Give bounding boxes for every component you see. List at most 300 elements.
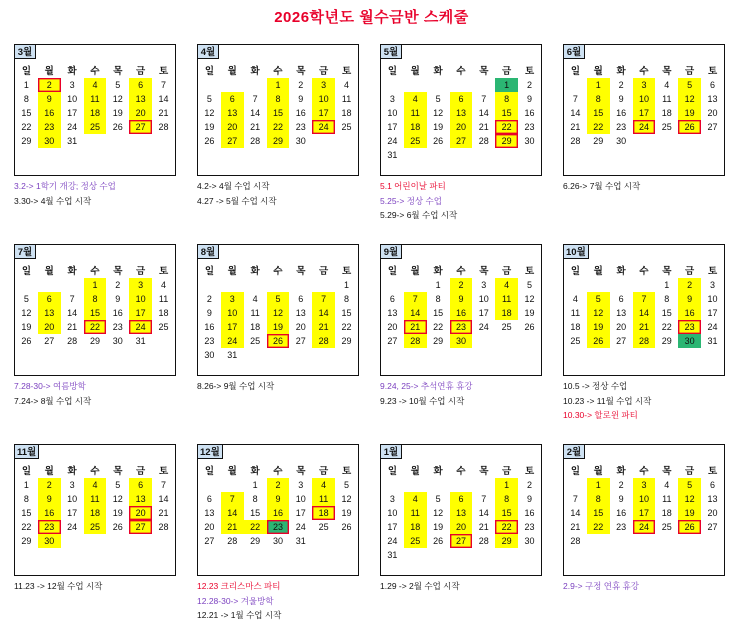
day-cell: 1 [252, 480, 258, 490]
weekday-header: 월 [410, 266, 420, 277]
day-cell: 8 [495, 92, 518, 106]
note-line: 12.28-30-> 겨울방학 [197, 595, 274, 606]
day-cell: 8 [587, 92, 610, 106]
day-cell: 29 [593, 136, 604, 146]
weekday-header: 화 [67, 466, 77, 477]
day-cell: 13 [387, 308, 398, 318]
day-cell: 20 [295, 322, 306, 332]
day-cell: 10 [312, 92, 335, 106]
day-cell: 25 [84, 520, 107, 534]
week-row [381, 492, 541, 506]
empty-cell [312, 534, 335, 548]
day-cell: 9 [115, 294, 121, 304]
day-cell: 8 [252, 494, 258, 504]
day-cell: 29 [21, 136, 32, 146]
day-cell: 6 [129, 478, 152, 492]
week-row [15, 306, 175, 320]
day-cell: 18 [250, 322, 261, 332]
note-line: 7.24-> 8월 수업 시작 [14, 395, 92, 406]
week-row [198, 320, 358, 334]
empty-cell [61, 534, 84, 548]
month-label: 5월 [380, 44, 402, 59]
day-cell: 22 [21, 522, 32, 532]
note-line: 4.27 -> 5월 수업 시작 [197, 195, 277, 206]
empty-cell [701, 534, 724, 548]
weekday-header: 목 [113, 66, 123, 77]
week-row [198, 334, 358, 348]
day-cell: 15 [84, 306, 107, 320]
month-notes [14, 180, 182, 209]
day-cell: 30 [38, 534, 61, 548]
month-cell [372, 38, 550, 238]
week-row [564, 334, 724, 348]
weekday-header: 토 [524, 266, 535, 277]
day-cell: 6 [710, 80, 716, 90]
day-cell: 26 [267, 334, 290, 348]
week-row [564, 92, 724, 106]
day-cell: 23 [678, 320, 701, 334]
day-cell: 14 [158, 494, 169, 504]
day-cell: 14 [250, 108, 261, 118]
day-cell: 18 [341, 108, 352, 118]
empty-cell [610, 278, 633, 292]
day-cell: 17 [633, 506, 656, 520]
day-cell: 26 [433, 136, 444, 146]
empty-cell [267, 278, 290, 292]
day-cell: 9 [678, 292, 701, 306]
week-row [15, 278, 175, 292]
weekday-header-row [564, 62, 724, 78]
empty-cell [198, 78, 221, 92]
empty-cell [152, 334, 175, 348]
empty-cell [655, 134, 678, 148]
month-table [381, 62, 541, 162]
day-cell: 4 [84, 478, 107, 492]
day-cell: 27 [129, 520, 152, 534]
day-cell: 28 [158, 522, 169, 532]
day-cell: 19 [587, 320, 610, 334]
day-cell: 24 [67, 522, 78, 532]
day-cell: 27 [707, 122, 718, 132]
month-table [198, 462, 358, 548]
day-cell: 5 [678, 478, 701, 492]
day-cell: 4 [404, 92, 427, 106]
empty-cell [267, 348, 290, 362]
day-cell: 16 [678, 306, 701, 320]
day-cell: 22 [84, 320, 107, 334]
day-cell: 24 [387, 536, 398, 546]
day-cell: 13 [38, 306, 61, 320]
month-table [381, 262, 541, 348]
week-row [15, 78, 175, 92]
weekday-header: 수 [273, 266, 283, 277]
day-cell: 11 [404, 106, 427, 120]
note-line: 12.23 크리스마스 파티 [197, 581, 281, 591]
day-cell: 1 [267, 78, 290, 92]
weekday-header-row [564, 462, 724, 478]
day-cell: 17 [295, 508, 306, 518]
day-cell: 19 [433, 522, 444, 532]
weekday-header: 화 [616, 466, 626, 477]
weekday-header: 토 [707, 66, 718, 77]
month-box [14, 444, 176, 576]
day-cell: 27 [295, 336, 306, 346]
day-cell: 5 [435, 94, 441, 104]
day-cell: 23 [204, 336, 215, 346]
weekday-header: 토 [341, 66, 352, 77]
day-cell: 17 [221, 320, 244, 334]
day-cell: 20 [387, 322, 398, 332]
day-cell: 11 [84, 492, 107, 506]
day-cell: 28 [404, 334, 427, 348]
weekday-header: 월 [593, 66, 603, 77]
day-cell: 17 [129, 306, 152, 320]
day-cell: 26 [21, 336, 32, 346]
month-table [198, 262, 358, 362]
note-line: 6.26-> 7월 수업 시작 [563, 181, 641, 191]
month-notes [563, 580, 731, 595]
week-row [198, 492, 358, 506]
empty-cell [610, 534, 633, 548]
empty-cell [221, 278, 244, 292]
day-cell: 24 [221, 334, 244, 348]
week-row [15, 492, 175, 506]
weekday-header: 월 [227, 266, 237, 277]
day-cell: 27 [44, 336, 55, 346]
day-cell: 4 [404, 492, 427, 506]
week-row [564, 78, 724, 92]
day-cell: 5 [115, 80, 121, 90]
month-box [380, 244, 542, 376]
week-row [564, 134, 724, 148]
day-cell: 19 [204, 122, 215, 132]
week-row [198, 278, 358, 292]
weekday-header: 일 [387, 466, 398, 477]
day-cell: 22 [244, 520, 267, 534]
day-cell: 4 [664, 480, 670, 490]
day-cell: 22 [587, 120, 610, 134]
weekday-header: 월 [44, 466, 54, 477]
day-cell: 28 [478, 136, 489, 146]
day-cell: 9 [298, 94, 304, 104]
week-row [564, 106, 724, 120]
day-cell: 17 [312, 106, 335, 120]
day-cell: 6 [450, 492, 473, 506]
weekday-header: 목 [662, 266, 672, 277]
week-row [198, 478, 358, 492]
empty-cell [289, 278, 312, 292]
day-cell: 1 [84, 278, 107, 292]
day-cell: 16 [524, 508, 535, 518]
empty-cell [381, 278, 404, 292]
day-cell: 20 [204, 522, 215, 532]
empty-cell [564, 78, 587, 92]
day-cell: 30 [204, 350, 215, 360]
day-cell: 19 [678, 506, 701, 520]
day-cell: 13 [295, 308, 306, 318]
note-line: 5.1 어린이날 파티 [380, 181, 446, 191]
week-row [381, 548, 541, 562]
weekday-header: 금 [685, 466, 695, 477]
day-cell: 9 [38, 492, 61, 506]
day-cell: 1 [344, 280, 350, 290]
day-cell: 20 [707, 108, 718, 118]
weekday-header-row [15, 462, 175, 478]
week-row [564, 120, 724, 134]
empty-cell [381, 78, 404, 92]
day-cell: 5 [23, 294, 29, 304]
month-notes [380, 380, 548, 409]
day-cell: 17 [387, 522, 398, 532]
day-cell: 28 [570, 536, 581, 546]
month-label: 8월 [197, 244, 219, 259]
empty-cell [335, 534, 358, 548]
week-row [564, 292, 724, 306]
note-line: 9.24, 25-> 추석연휴 휴강 [380, 381, 473, 391]
day-cell: 28 [478, 536, 489, 546]
day-cell: 2 [678, 278, 701, 292]
note-line: 4.2-> 4월 수업 시작 [197, 181, 270, 191]
empty-cell [404, 278, 427, 292]
day-cell: 11 [495, 292, 518, 306]
note-line: 9.23 -> 10월 수업 시작 [380, 395, 465, 406]
weekday-header: 수 [90, 266, 100, 277]
day-cell: 21 [633, 320, 656, 334]
week-row [564, 478, 724, 492]
day-cell: 4 [572, 294, 578, 304]
day-cell: 31 [295, 536, 306, 546]
day-cell: 8 [23, 94, 29, 104]
day-cell: 10 [221, 306, 244, 320]
weekday-header: 월 [593, 266, 603, 277]
day-cell: 22 [587, 520, 610, 534]
day-cell: 23 [616, 122, 627, 132]
day-cell: 13 [204, 508, 215, 518]
month-label: 7월 [14, 244, 36, 259]
day-cell: 18 [404, 120, 427, 134]
day-cell: 17 [67, 108, 78, 118]
month-label: 3월 [14, 44, 36, 59]
day-cell: 5 [206, 94, 212, 104]
day-cell: 23 [38, 120, 61, 134]
day-cell: 27 [616, 336, 627, 346]
day-cell: 28 [570, 136, 581, 146]
empty-cell [244, 348, 267, 362]
day-cell: 1 [664, 280, 670, 290]
week-row [381, 278, 541, 292]
day-cell: 19 [678, 106, 701, 120]
day-cell: 13 [129, 492, 152, 506]
week-row [15, 520, 175, 534]
day-cell: 1 [495, 478, 518, 492]
day-cell: 6 [389, 294, 395, 304]
month-label: 6월 [563, 44, 585, 59]
day-cell: 20 [129, 506, 152, 520]
day-cell: 7 [404, 292, 427, 306]
weekday-header: 일 [21, 466, 32, 477]
day-cell: 19 [267, 320, 290, 334]
week-row [198, 520, 358, 534]
weekday-header: 화 [250, 266, 260, 277]
week-row [564, 320, 724, 334]
day-cell: 26 [433, 536, 444, 546]
week-row [15, 292, 175, 306]
day-cell: 19 [112, 508, 123, 518]
weekday-header: 목 [479, 266, 489, 277]
weekday-header: 일 [570, 66, 581, 77]
day-cell: 10 [67, 494, 78, 504]
day-cell: 21 [250, 122, 261, 132]
day-cell: 15 [21, 108, 32, 118]
day-cell: 18 [84, 106, 107, 120]
day-cell: 23 [38, 520, 61, 534]
day-cell: 15 [341, 308, 352, 318]
day-cell: 14 [221, 506, 244, 520]
weekday-header: 수 [639, 466, 649, 477]
weekday-header: 수 [639, 66, 649, 77]
day-cell: 14 [158, 94, 169, 104]
week-row [15, 134, 175, 148]
day-cell: 4 [312, 478, 335, 492]
day-cell: 3 [633, 478, 656, 492]
week-row [381, 478, 541, 492]
day-cell: 1 [495, 78, 518, 92]
day-cell: 31 [387, 550, 398, 560]
weekday-header: 목 [662, 466, 672, 477]
weekday-header: 수 [273, 466, 283, 477]
day-cell: 23 [524, 122, 535, 132]
day-cell: 9 [206, 308, 212, 318]
week-row [381, 148, 541, 162]
weekday-header: 일 [387, 66, 398, 77]
note-line: 12.21 -> 1월 수업 시작 [197, 610, 282, 620]
day-cell: 24 [633, 520, 656, 534]
day-cell: 26 [112, 522, 123, 532]
day-cell: 14 [570, 508, 581, 518]
day-cell: 3 [710, 280, 716, 290]
day-cell: 30 [112, 336, 123, 346]
day-cell: 12 [204, 108, 215, 118]
empty-cell [427, 78, 450, 92]
day-cell: 24 [129, 320, 152, 334]
empty-cell [450, 78, 473, 92]
month-cell [6, 38, 184, 238]
day-cell: 27 [204, 536, 215, 546]
week-row [381, 106, 541, 120]
month-box [197, 444, 359, 576]
empty-cell [106, 134, 129, 148]
day-cell: 10 [387, 108, 398, 118]
month-label: 10월 [563, 244, 589, 259]
day-cell: 5 [267, 292, 290, 306]
month-table [15, 462, 175, 548]
note-line: 10.5 -> 정상 수업 [563, 381, 628, 391]
day-cell: 6 [38, 292, 61, 306]
weekday-header-row [15, 262, 175, 278]
day-cell: 3 [69, 480, 75, 490]
day-cell: 28 [312, 334, 335, 348]
empty-cell [564, 278, 587, 292]
month-box [380, 44, 542, 176]
day-cell: 20 [707, 508, 718, 518]
weekday-header: 일 [21, 266, 32, 277]
empty-cell [198, 478, 221, 492]
weekday-header: 화 [433, 466, 443, 477]
day-cell: 30 [678, 334, 701, 348]
weekday-header: 목 [296, 66, 306, 77]
month-label: 12월 [197, 444, 223, 459]
empty-cell [335, 348, 358, 362]
empty-cell [312, 278, 335, 292]
day-cell: 9 [618, 494, 624, 504]
day-cell: 31 [135, 336, 146, 346]
empty-cell [495, 548, 518, 562]
calendar-grid [6, 38, 737, 638]
day-cell: 11 [662, 94, 672, 104]
day-cell: 23 [267, 520, 290, 534]
day-cell: 22 [341, 322, 352, 332]
page-title: 2026학년도 월수금반 스케줄 [274, 9, 469, 26]
week-row [198, 134, 358, 148]
day-cell: 31 [707, 336, 718, 346]
day-cell: 24 [633, 120, 656, 134]
day-cell: 15 [433, 308, 444, 318]
empty-cell [404, 78, 427, 92]
day-cell: 27 [387, 336, 398, 346]
day-cell: 9 [38, 92, 61, 106]
empty-cell [427, 478, 450, 492]
day-cell: 28 [67, 336, 78, 346]
day-cell: 7 [481, 94, 487, 104]
day-cell: 10 [67, 94, 78, 104]
weekday-header: 수 [90, 466, 100, 477]
month-notes [563, 180, 731, 195]
weekday-header: 일 [204, 66, 215, 77]
weekday-header: 금 [685, 66, 695, 77]
weekday-header: 일 [21, 66, 32, 77]
month-cell [372, 438, 550, 638]
day-cell: 26 [524, 322, 535, 332]
day-cell: 20 [450, 520, 473, 534]
weekday-header: 토 [158, 466, 169, 477]
day-cell: 18 [312, 506, 335, 520]
month-cell [189, 38, 367, 238]
day-cell: 26 [112, 122, 123, 132]
empty-cell [106, 534, 129, 548]
day-cell: 17 [478, 308, 489, 318]
day-cell: 26 [587, 334, 610, 348]
day-cell: 2 [527, 480, 533, 490]
day-cell: 1 [587, 78, 610, 92]
month-notes [563, 380, 731, 424]
day-cell: 29 [89, 336, 100, 346]
day-cell: 11 [250, 308, 260, 318]
weekday-header: 월 [410, 66, 420, 77]
weekday-header: 목 [113, 266, 123, 277]
day-cell: 29 [661, 336, 672, 346]
empty-cell [404, 148, 427, 162]
day-cell: 15 [587, 506, 610, 520]
day-cell: 21 [158, 108, 169, 118]
day-cell: 18 [404, 520, 427, 534]
day-cell: 2 [527, 80, 533, 90]
day-cell: 30 [524, 536, 535, 546]
day-cell: 16 [38, 506, 61, 520]
day-cell: 3 [481, 280, 487, 290]
month-label: 9월 [380, 244, 402, 259]
empty-cell [450, 148, 473, 162]
day-cell: 19 [433, 122, 444, 132]
